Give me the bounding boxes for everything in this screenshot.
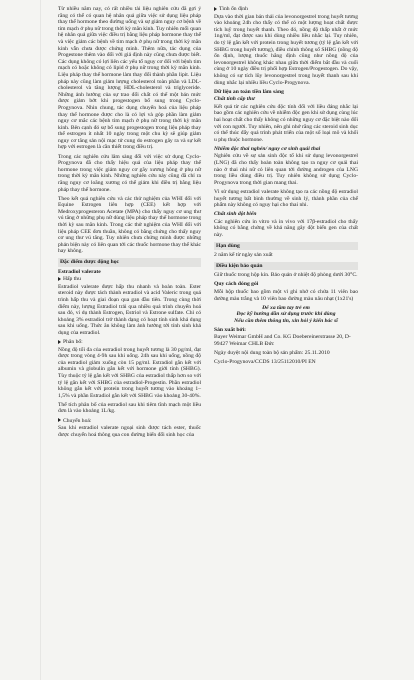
metabolism-paragraph: Sau khi estradiol valerate ngoại sinh được tách ester, thuốc được chuyển hoá thông qua con đường biến đổi sinh học của — [58, 425, 201, 438]
document-code: Cyclo-Progynova/CCDS 13/25112010/PI EN — [214, 358, 316, 365]
mutagenicity-heading: Chất sinh đột biến — [214, 211, 257, 218]
packaging-text: Mỗi hộp thuốc bao gồm một vỉ ghi nhớ có chứa 11 viên bao đường màu trắng và 10 viên bao đường màu nâu nhạt (1x21's) — [214, 289, 358, 302]
manufacturer-heading: Sản xuất bởi: — [214, 326, 247, 333]
steady-state-heading: Tình ổn định — [219, 6, 248, 12]
page-fold-line — [40, 0, 41, 680]
absorption-heading: Hấp thu — [63, 276, 81, 283]
left-column — [58, 6, 201, 441]
shelf-life-heading: Hạn dùng — [214, 242, 358, 251]
estradiol-valerate-heading: Estradiol valerate — [58, 268, 101, 275]
absorption-paragraph: Estradiol valerate được hấp thu nhanh và hoàn toàn. Ester steroid này được tách thành estradiol và acid Valeric trong quá trình hấp thu và giai đoạn qua gan đầu tiên. Trong cùng thời điểm này, lượng Estradiol trải qua nhiều quá trình chuyển hoá sau đó, ví dụ thành Estrogen, Estriol và Estrone sulfate. Chỉ có khoảng 3% estradiol trở thành dạng có hoạt tính sinh khả dụng sau khi uống. Thức ăn không làm ảnh hưởng tới tính sinh khả dụng của estradiol. — [58, 283, 201, 336]
storage-heading: Điều kiện bảo quản — [214, 262, 358, 271]
triangle-bullet-icon — [214, 7, 217, 11]
acute-toxicity-paragraph: Kết quả từ các nghiên cứu độc tính đối với liều đáng nhắc lại bao gồm các nghiên cứu về nhiễm độc gen khi sử dụng cùng lúc hai hoạt chất cho thấy không có những nguy cơ đặc biệt nào đối với con người. Tuy nhiên, nên ghi nhớ rằng các steroid sinh dục có thể thúc đẩy quá trình phát triển của một số loại mô và khối u phụ thuộc hormone. — [214, 103, 358, 143]
distribution-paragraph: Nồng độ tối đa của estradiol trong huyết tương là 30 pg/ml, đạt được trong vòng 4-9h sau khi uống. 24h sau khi uống, nồng độ của estradiol giảm xuống còn 15 pg/ml. Estradiol gắn kết với albumin và globulin gắn kết với hormone giới tính (SHBG). Tùy thuộc tỷ lệ gắn kết với SHBG của estradiol thấp hơn so với tỷ lệ gắn kết với SHBG của estradiol-Progestin. Phần estradiol không gắn kết với protein trong huyết tương vào khoảng 1–1,5% và phần Estradiol gắn kết với SHBG vào khoảng 30-40%. — [58, 346, 201, 399]
triangle-bullet-icon — [58, 277, 61, 281]
warning-keep-away: Để xa tầm tay trẻ em — [262, 304, 310, 311]
mutagenicity-paragraph: Các nghiên cứu in vitro và in vivo với 17β-estradiol cho thấy không có bằng chứng về khả năng gây đột biến gen của chất này. — [214, 218, 358, 238]
shelf-life-text: 2 năm kể từ ngày sản xuất — [214, 252, 273, 259]
preclinical-heading: Dữ liệu an toàn tiền lâm sàng — [214, 88, 284, 95]
metabolism-heading: Chuyển hoá: — [63, 417, 92, 424]
right-column — [214, 6, 358, 368]
revision-date: Ngày duyệt nội dung toàn bộ sản phẩm: 25.11.2010 — [214, 349, 330, 356]
pharmacology-paragraph-2: Trong các nghiên cứu lâm sàng đối với việc sử dụng Cyclo-Progynova đã cho thấy hiệu quả của liệu pháp thay thế hormone trong việc giảm nguy cơ gãy xương hông ở phụ nữ trong thời kỳ mãn kinh. Những nghiên cứu này cũng đã chỉ ra rằng nguy cơ loãng xương có thể giảm khi điều trị bằng liệu pháp thay thế hormone. — [58, 153, 201, 193]
distribution-heading: Phân bố: — [63, 339, 83, 345]
storage-text: Giữ thuốc trong hộp kín. Bảo quản ở nhiệt độ phòng dưới 30°C. — [214, 272, 358, 279]
triangle-bullet-icon — [58, 418, 61, 422]
manufacturer-address: Bayer Weimar GmbH and Co. KG Doebereinerstrasse 20, D-99427 Weimar CHLB Đức — [214, 334, 351, 347]
pharmacology-paragraph-3: Theo kết quả nghiên cứu và các thử nghiệm của WHI đối với Equine Estrogen liên hợp (CEE) kết hợp với Medroxyprogesteron Acetate (MPA) cho thấy nguy cơ ung thư vú tăng ở những phụ nữ dùng liệu pháp thay thế hormone trong thời kỳ sau mãn kinh. Trong các thử nghiệm của WHI đối với liệu pháp CEE đơn thuần, không có bằng chứng cho thấy nguy cơ ung thư vú tăng. Tuy nhiên chưa chứng minh được những phản biện này có liên quan tới các thuốc hormone thay thế khác hay không. — [58, 195, 201, 255]
triangle-bullet-icon — [58, 340, 61, 344]
packaging-heading: Quy cách đóng gói — [214, 281, 259, 288]
steady-state-paragraph: Dựa vào thời gian bán thải của levonorgestrel trong huyết tương vào khoảng 24h cho thấy có thể có một lượng hoạt chất được tích luỹ trong huyết thanh. Theo đó, nồng độ thấp nhất ở mức 1ng/ml, đạt được sau khi dùng nhiều liều nhắc lại. Tuy nhiên, do tỷ lệ gắn kết với protein trong huyết tương (tỷ lệ gắn kết với SHBG trong huyết tương), điều chỉnh thông số SHBG (nồng độ ổn định, lượng thuốc hằng định cũng như nồng độ của levonorgestrel không khác nhau giữa thời điểm bắt đầu và cuối cùng ở 10 ngày điều trị phối hợp Estrogen/Progestogen. Do vậy, không có sự tích lũy levonorgestrel trong huyết thanh sau khi dùng nhắc lại nhiều liều Cyclo-Progynova. — [214, 13, 358, 86]
teratogenicity-paragraph: Nghiên cứu về sự sản sinh độc tố khi sử dụng levonorgestrel (LNG) đã cho thấy hoàn toàn không tạo ra nguy cơ quái thai nào ở thai nhi nữ có liên quan tới đường androgen của LNG trong liều dùng điều trị. Tuy nhiên không sử dụng Cyclo-Progynova trong thời gian mang thai. — [214, 153, 358, 186]
distribution-paragraph-2: Thể tích phân bố của estradiol sau khi tiêm tĩnh mạch một liều đơn là vào khoảng 1L/kg. — [58, 401, 201, 415]
teratogenicity-heading: Nhiễm độc thai nghén/ nguy cơ sinh quái thai — [214, 145, 321, 152]
warning-ask-doctor: Nếu cần thêm thông tin, xin hỏi ý kiến bác sĩ — [234, 317, 338, 324]
warning-read-instructions: Đọc kỹ hướng dẫn sử dụng trước khi dùng — [236, 311, 336, 318]
teratogenicity-paragraph-2: Vì sử dụng estradiol valerate không tạo ra các nồng độ estradiol huyết tương bất bình thường về sinh lý, thành phần của chế phẩm này không có nguy hại cho thai nhi. — [214, 188, 358, 209]
pharmacokinetics-heading: Đặc điểm dược động học — [58, 258, 201, 267]
pharmacology-paragraph-1: Từ nhiều năm nay, có rất nhiều tài liệu nghiên cứu đã gợi ý rằng có thể có quan hệ nhân quả giữa việc sử dụng liệu pháp thay thế hormone theo đường uống và sự giảm nguy cơ bệnh về tim mạch ở phụ nữ trong thời kỳ mãn kinh. Tuy nhiên mối quan hệ nhân quả giữa việc điều trị bằng liệu pháp hormone thay thế và việc giảm các bệnh về tim mạch ở phụ nữ trong thời kỳ mãn kinh vẫn chưa được chứng minh. Thêm nữa, tác dụng của Progestone thêm vào đối với giả định này cũng chưa được biết. Các dụng không có lợi liên các yếu tố nguy cơ đối với bệnh tim mạch có hoặc không có lipid ở phụ nữ trong thời kỳ mãn kinh. Liệu pháp thay thế hormone làm thay đổi thành phần lipit. Liệu pháp này cũng làm giảm lượng cholesterol toàn phần và LDL-cholesterol và tăng lượng HDL-cholesterol và triglyceride. Những ảnh hưởng của sự trao đổi chất có thể một bán mức được giảm bớt khi progestogen bổ sung trong Cyclo-Progynova. Nhìn chung, tác dụng chuyển hoá của liệu pháp thay thế hormone được cho là có lợi và góp phần làm giảm nguy cơ mắc các bệnh tim mạch ở phụ nữ trong thời kỳ mãn kinh. Bên cạnh đó sự bổ sung progestogen trong liệu pháp thay thế estrogen ít nhất 10 ngày trong một chu kỳ sẽ giúp giảm nguy cơ tăng sản nội mạc tử cung do estrogen gây ra và sự kết hợp với estrogen là cần thiết trong điều trị. — [58, 6, 201, 151]
acute-toxicity-heading: Chất tính cấp thư — [214, 96, 255, 103]
